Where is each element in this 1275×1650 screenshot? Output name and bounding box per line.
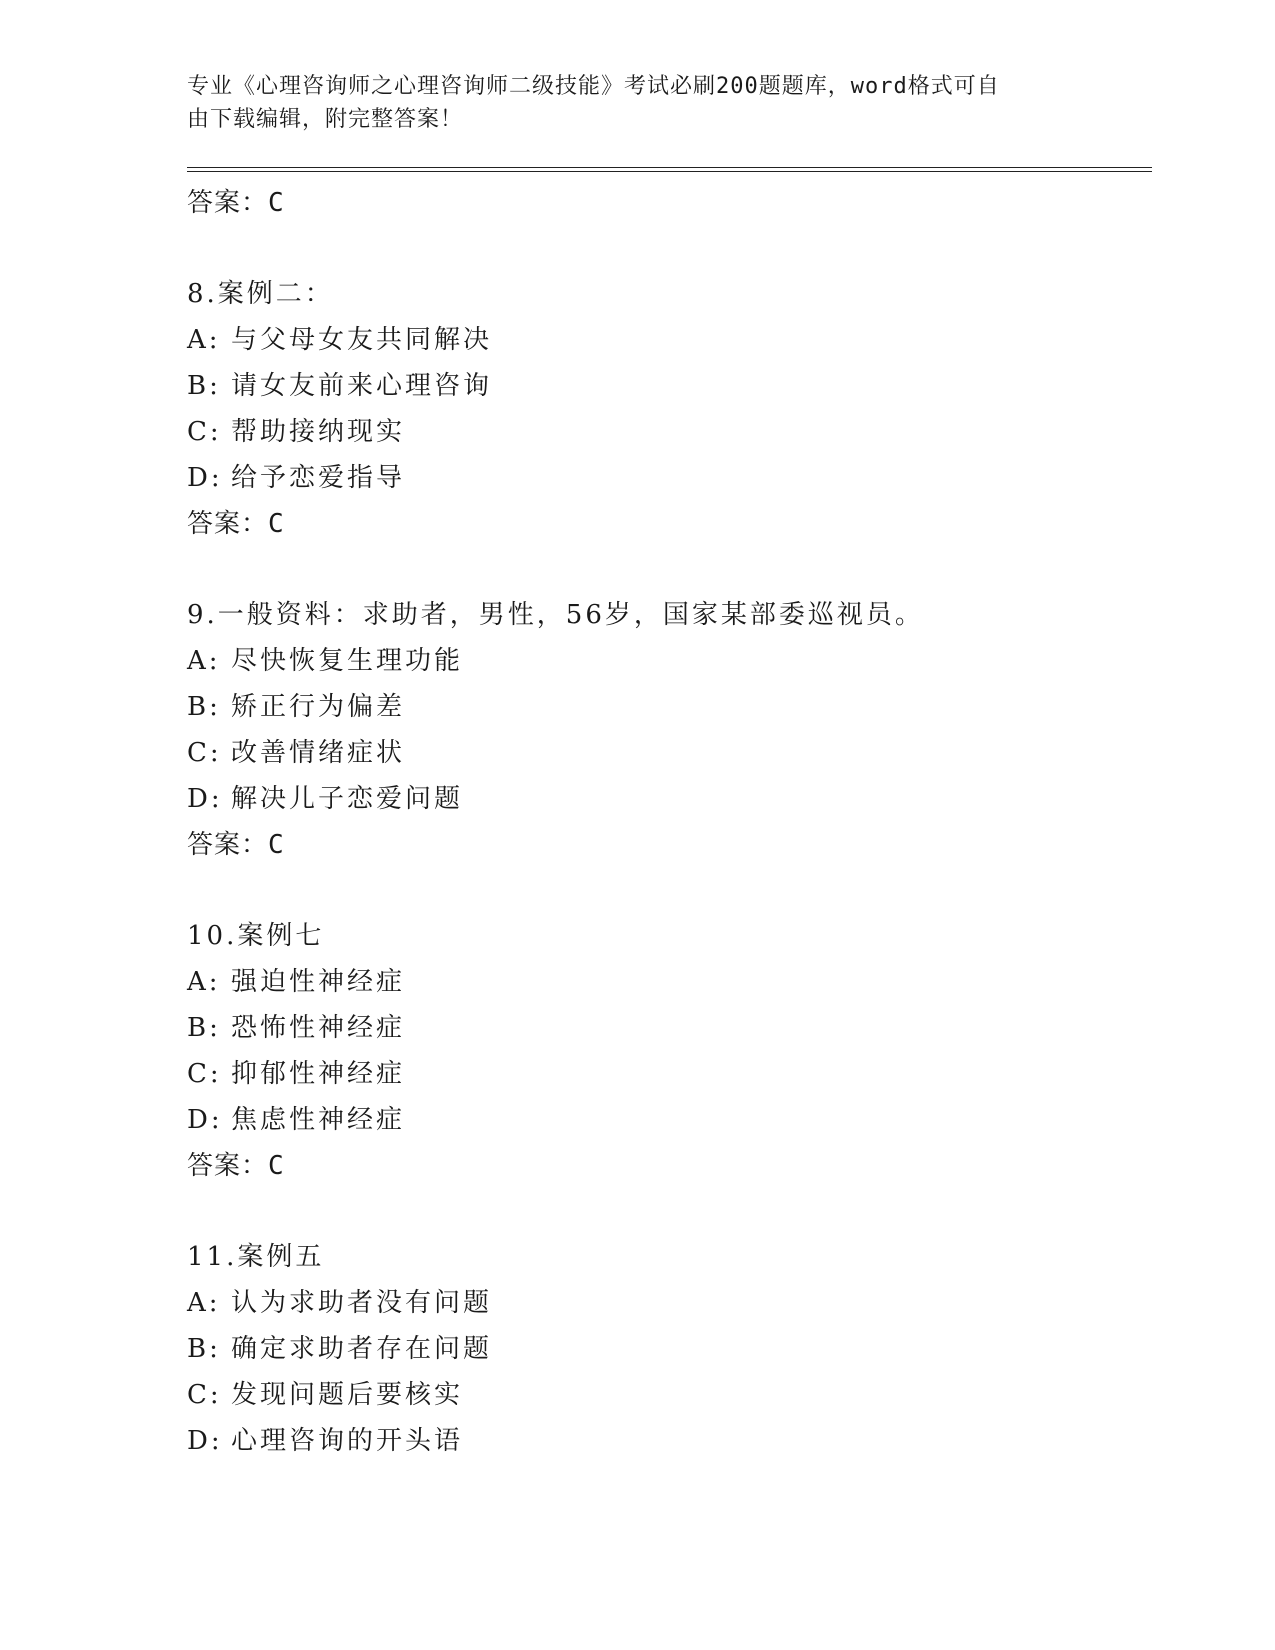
option-text: 抑郁性神经症 bbox=[231, 1059, 406, 1089]
option-letter: B: bbox=[187, 692, 221, 722]
option-text: 心理咨询的开头语 bbox=[231, 1426, 464, 1456]
option-b bbox=[187, 684, 1152, 730]
option-d bbox=[187, 1418, 1152, 1464]
spacer bbox=[187, 868, 1152, 913]
question-title: 8.案例二： bbox=[187, 279, 334, 309]
option-letter: D: bbox=[187, 784, 223, 814]
option-text: 请女友前来心理咨询 bbox=[231, 371, 493, 401]
spacer bbox=[187, 1189, 1152, 1234]
option-a bbox=[187, 638, 1152, 684]
option-a bbox=[187, 317, 1152, 363]
option-text: 认为求助者没有问题 bbox=[231, 1288, 493, 1318]
option-letter: B: bbox=[187, 371, 221, 401]
spacer bbox=[187, 547, 1152, 592]
option-letter: C: bbox=[187, 738, 222, 768]
spacer bbox=[187, 226, 1152, 271]
option-text: 确定求助者存在问题 bbox=[231, 1334, 493, 1364]
option-text: 发现问题后要核实 bbox=[231, 1380, 464, 1410]
question-title: 11.案例五 bbox=[187, 1242, 325, 1272]
option-b bbox=[187, 363, 1152, 409]
question-title: 9.一般资料：求助者，男性，56岁，国家某部委巡视员。 bbox=[187, 600, 924, 630]
option-text: 恐怖性神经症 bbox=[231, 1013, 406, 1043]
option-c bbox=[187, 730, 1152, 776]
option-letter: B: bbox=[187, 1013, 221, 1043]
option-a bbox=[187, 959, 1152, 1005]
option-c bbox=[187, 409, 1152, 455]
option-letter: A: bbox=[187, 1288, 221, 1318]
option-text: 焦虑性神经症 bbox=[231, 1105, 406, 1135]
option-text: 帮助接纳现实 bbox=[231, 417, 406, 447]
question-title: 10.案例七 bbox=[187, 921, 325, 951]
document-page bbox=[187, 70, 1152, 1464]
option-d bbox=[187, 455, 1152, 501]
option-text: 解决儿子恋爱问题 bbox=[231, 784, 464, 814]
document-header-line-1: 专业《心理咨询师之心理咨询师二级技能》考试必刷200题题库，word格式可自 bbox=[187, 74, 1000, 99]
option-text: 给予恋爱指导 bbox=[231, 463, 406, 493]
option-letter: C: bbox=[187, 1380, 222, 1410]
option-d bbox=[187, 776, 1152, 822]
option-letter: C: bbox=[187, 1059, 222, 1089]
option-c bbox=[187, 1051, 1152, 1097]
answer-line: 答案：C bbox=[187, 188, 285, 218]
answer-line: 答案：C bbox=[187, 1151, 285, 1181]
option-a bbox=[187, 1280, 1152, 1326]
option-c bbox=[187, 1372, 1152, 1418]
option-text: 改善情绪症状 bbox=[231, 738, 406, 768]
option-b bbox=[187, 1005, 1152, 1051]
header-divider bbox=[187, 167, 1152, 172]
option-text: 尽快恢复生理功能 bbox=[231, 646, 464, 676]
option-letter: A: bbox=[187, 967, 221, 997]
answer-line: 答案：C bbox=[187, 509, 285, 539]
option-text: 强迫性神经症 bbox=[231, 967, 406, 997]
option-letter: D: bbox=[187, 1105, 223, 1135]
option-text: 与父母女友共同解决 bbox=[231, 325, 493, 355]
option-letter: D: bbox=[187, 1426, 223, 1456]
option-text: 矫正行为偏差 bbox=[231, 692, 406, 722]
option-b bbox=[187, 1326, 1152, 1372]
option-letter: A: bbox=[187, 325, 221, 355]
document-header-line-2: 由下载编辑，附完整答案！ bbox=[187, 107, 464, 132]
option-letter: D: bbox=[187, 463, 223, 493]
option-letter: B: bbox=[187, 1334, 221, 1364]
answer-line: 答案：C bbox=[187, 830, 285, 860]
option-d bbox=[187, 1097, 1152, 1143]
option-letter: A: bbox=[187, 646, 221, 676]
option-letter: C: bbox=[187, 417, 222, 447]
